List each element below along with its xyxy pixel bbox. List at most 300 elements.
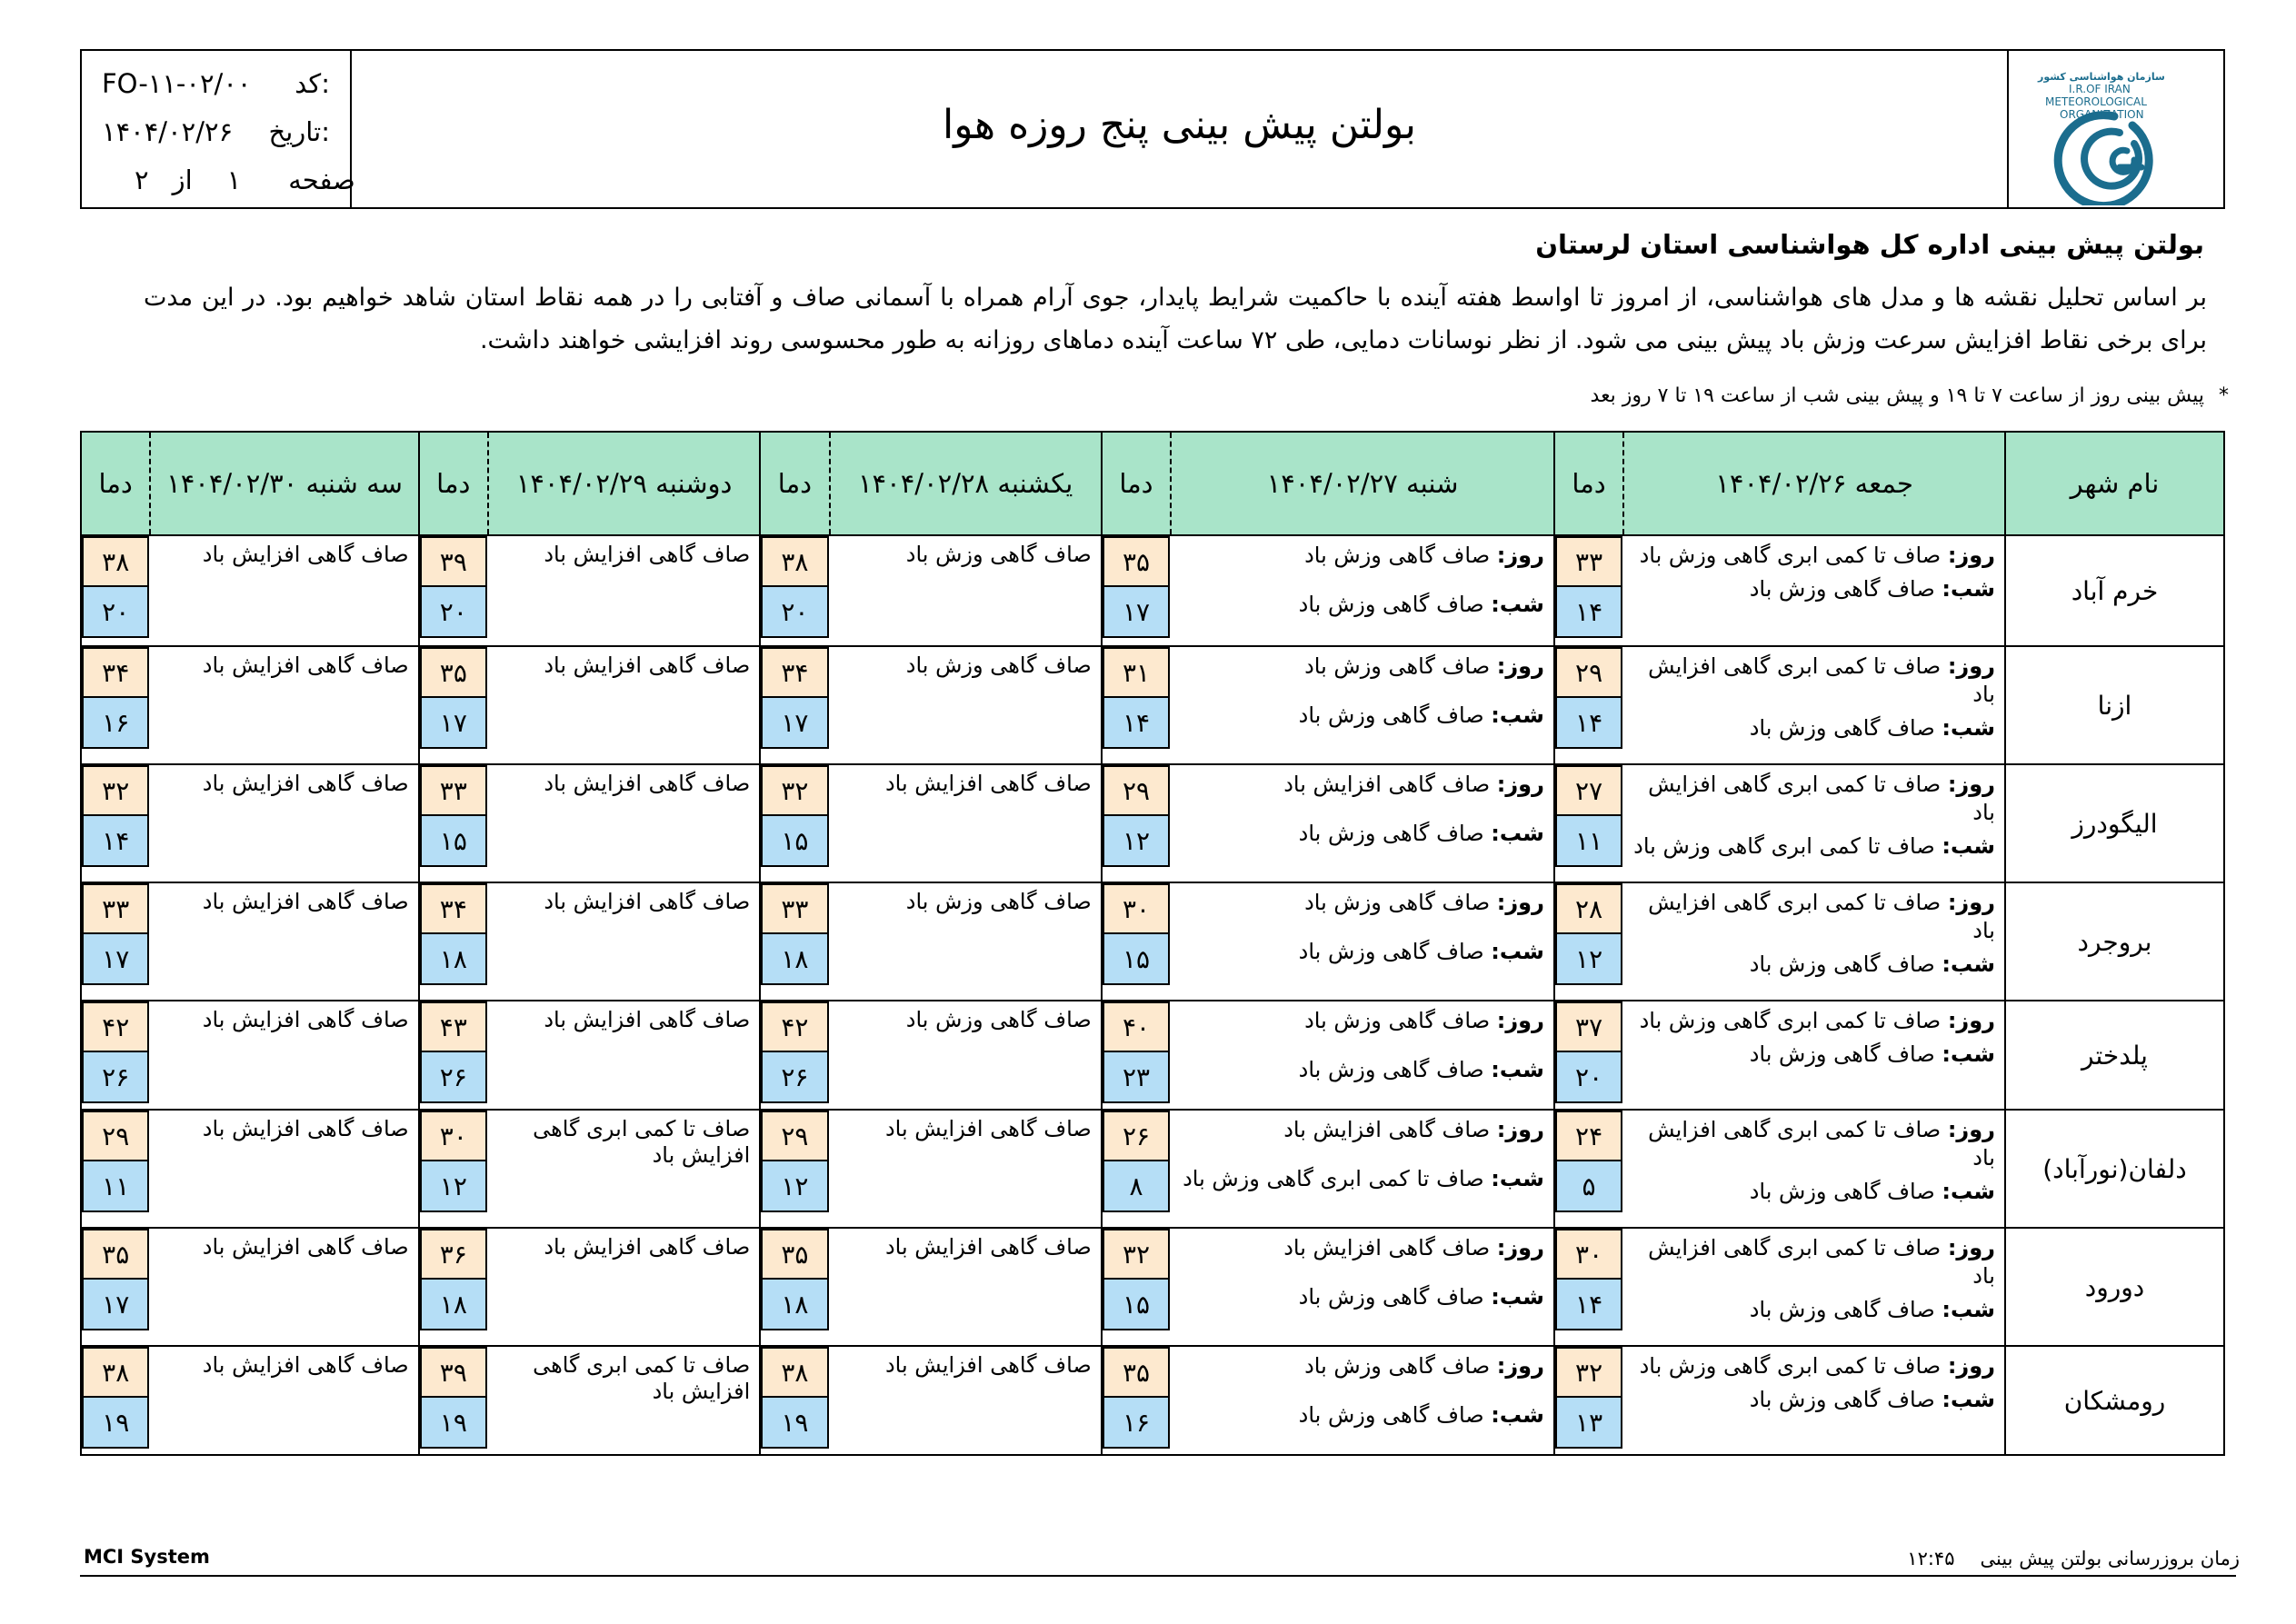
night-label: شب: — [1491, 592, 1544, 617]
min-temperature: ۱۵ — [420, 816, 487, 867]
night-forecast — [1632, 714, 1995, 742]
temperature-cell — [1554, 535, 1623, 646]
document-meta — [82, 51, 355, 207]
temperature-pair — [1555, 536, 1621, 645]
city-name: بروجرد — [2005, 882, 2224, 1001]
temperature-cell — [81, 646, 150, 764]
night-condition: صاف گاهی وزش باد — [1298, 821, 1484, 846]
day-forecast — [1632, 1234, 1995, 1290]
table-row — [81, 882, 2224, 1001]
temp-header: دما — [1102, 432, 1171, 535]
day-label: روز: — [1496, 653, 1544, 679]
temp-header: دما — [81, 432, 150, 535]
day-condition: صاف تا کمی ابری گاهی وزش باد — [1639, 1353, 1942, 1379]
min-temperature: ۱۴ — [1555, 1280, 1622, 1330]
temperature-pair — [82, 647, 147, 763]
day-label: روز: — [1947, 1235, 1995, 1260]
temperature-cell — [81, 1110, 150, 1228]
night-label: شب: — [1491, 1284, 1544, 1310]
max-temperature: ۲۹ — [761, 1111, 828, 1161]
min-temperature: ۱۲ — [1103, 816, 1170, 867]
forecast-condition — [488, 535, 760, 646]
night-label: شب: — [1491, 702, 1544, 728]
city-name: خرم آباد — [2005, 535, 2224, 646]
day-forecast — [1179, 1234, 1544, 1262]
temperature-pair — [761, 1001, 826, 1109]
day-condition: صاف گاهی افزایش باد — [884, 1352, 1092, 1378]
city-name: الیگودرز — [2005, 764, 2224, 882]
min-temperature: ۱۳ — [1555, 1398, 1622, 1449]
min-temperature: ۲۶ — [420, 1052, 487, 1103]
day-forecast — [1179, 653, 1544, 681]
day-night-forecast — [1624, 536, 2004, 603]
temperature-cell — [760, 1228, 829, 1346]
temperature-cell — [1102, 1228, 1171, 1346]
table-row — [81, 535, 2224, 646]
forecast-condition — [488, 1001, 760, 1110]
max-temperature: ۳۰ — [1103, 883, 1170, 934]
max-temperature: ۳۳ — [82, 883, 149, 934]
max-temperature: ۴۲ — [82, 1001, 149, 1052]
temperature-cell — [1102, 1346, 1171, 1455]
day-condition: صاف گاهی افزایش باد — [544, 542, 751, 567]
forecast-condition — [1171, 535, 1554, 646]
day-condition: صاف گاهی افزایش باد — [202, 771, 409, 796]
temperature-cell — [760, 535, 829, 646]
temperature-cell — [81, 764, 150, 882]
temperature-cell — [1102, 535, 1171, 646]
min-temperature: ۲۰ — [82, 587, 149, 638]
forecast-condition — [1171, 882, 1554, 1001]
night-condition: صاف گاهی وزش باد — [1749, 1387, 1935, 1412]
min-temperature: ۱۴ — [1103, 698, 1170, 749]
day-condition: صاف گاهی افزایش باد — [1283, 1235, 1491, 1260]
max-temperature: ۲۷ — [1555, 765, 1622, 816]
temperature-pair — [1103, 1001, 1168, 1109]
max-temperature: ۲۶ — [1103, 1111, 1170, 1161]
night-condition: صاف گاهی وزش باد — [1298, 939, 1484, 964]
temperature-pair — [761, 1347, 826, 1454]
min-temperature: ۱۵ — [1103, 1280, 1170, 1330]
night-label: شب: — [1942, 1297, 1995, 1322]
night-condition: صاف تا کمی ابری گاهی وزش باد — [1183, 1166, 1484, 1191]
night-label: شب: — [1942, 1387, 1995, 1412]
forecast-condition — [1171, 1346, 1554, 1455]
day-condition: صاف تا کمی ابری گاهی افزایش باد — [1648, 890, 1995, 943]
night-condition: صاف گاهی وزش باد — [1749, 1041, 1935, 1067]
min-temperature: ۲۶ — [761, 1052, 828, 1103]
day-condition: صاف گاهی وزش باد — [1304, 890, 1491, 915]
temperature-cell — [419, 882, 488, 1001]
night-forecast — [1632, 1178, 1995, 1206]
temperature-pair — [82, 1111, 147, 1227]
min-temperature: ۱۶ — [1103, 1398, 1170, 1449]
temperature-pair — [82, 1001, 147, 1109]
day-forecast — [1179, 1116, 1544, 1144]
temperature-pair — [1103, 1347, 1168, 1454]
day-night-forecast — [1172, 1001, 1553, 1084]
forecast-condition — [1623, 1228, 2005, 1346]
day-label: روز: — [1947, 772, 1995, 797]
day-condition: صاف گاهی افزایش باد — [544, 1234, 751, 1260]
night-label: شب: — [1942, 833, 1995, 859]
forecast-condition — [488, 1346, 760, 1455]
night-label: شب: — [1491, 1166, 1544, 1191]
max-temperature: ۴۲ — [761, 1001, 828, 1052]
day-condition: صاف تا کمی ابری گاهی افزایش باد — [1648, 772, 1995, 825]
day-forecast — [1179, 1352, 1544, 1380]
temperature-pair — [1103, 1229, 1168, 1345]
day-night-forecast — [1172, 1229, 1553, 1311]
temperature-pair — [82, 765, 147, 882]
day-condition: صاف تا کمی ابری گاهی افزایش باد — [1648, 1235, 1995, 1289]
forecast-condition — [488, 764, 760, 882]
meteorological-organization-logo — [2007, 51, 2223, 207]
night-label: شب: — [1942, 1179, 1995, 1204]
day-condition: صاف گاهی وزش باد — [905, 542, 1092, 567]
min-temperature: ۱۲ — [420, 1161, 487, 1212]
temperature-cell — [760, 882, 829, 1001]
min-temperature: ۱۷ — [761, 698, 828, 749]
max-temperature: ۲۹ — [1103, 765, 1170, 816]
min-temperature: ۱۸ — [761, 934, 828, 985]
temperature-cell — [760, 1001, 829, 1110]
night-label: شب: — [1942, 1041, 1995, 1067]
max-temperature: ۳۵ — [82, 1229, 149, 1280]
min-temperature: ۲۳ — [1103, 1052, 1170, 1103]
city-name: دورود — [2005, 1228, 2224, 1346]
max-temperature: ۳۰ — [1555, 1229, 1622, 1280]
forecast-condition — [150, 1228, 418, 1346]
temperature-cell — [1102, 646, 1171, 764]
day-label: روز: — [1496, 1235, 1544, 1260]
night-condition: صاف گاهی وزش باد — [1749, 1179, 1935, 1204]
table-row — [81, 1110, 2224, 1228]
temperature-cell — [419, 1346, 488, 1455]
temperature-cell — [760, 764, 829, 882]
day-header-2: شنبه ۱۴۰۴/۰۲/۲۷ — [1171, 432, 1554, 535]
forecast-note — [1591, 384, 2229, 407]
min-temperature: ۱۷ — [420, 698, 487, 749]
city-name: رومشکان — [2005, 1346, 2224, 1455]
day-label: روز: — [1496, 890, 1544, 915]
forecast-condition — [830, 882, 1102, 1001]
day-condition: صاف تا کمی ابری گاهی وزش باد — [1639, 1008, 1942, 1033]
forecast-condition — [1623, 646, 2005, 764]
max-temperature: ۳۵ — [1103, 536, 1170, 587]
temperature-pair — [420, 1111, 485, 1227]
update-label: زمان بروزرسانی بولتن پیش بینی — [1980, 1548, 2240, 1569]
page-label: صفحه — [288, 164, 355, 195]
day-condition: صاف گاهی وزش باد — [905, 889, 1092, 914]
night-condition: صاف گاهی وزش باد — [1749, 951, 1935, 977]
forecast-condition — [1171, 764, 1554, 882]
temperature-pair — [761, 765, 826, 882]
day-condition: صاف گاهی وزش باد — [905, 1007, 1092, 1032]
max-temperature: ۳۱ — [1103, 647, 1170, 698]
night-forecast — [1179, 1401, 1544, 1430]
night-forecast — [1179, 1165, 1544, 1193]
min-temperature: ۱۵ — [1103, 934, 1170, 985]
day-condition: صاف گاهی افزایش باد — [202, 542, 409, 567]
temperature-cell — [1102, 882, 1171, 1001]
temperature-cell — [419, 1110, 488, 1228]
day-forecast — [1632, 1352, 1995, 1380]
temperature-pair — [420, 1229, 485, 1345]
temperature-cell — [1102, 1001, 1171, 1110]
day-night-forecast — [1624, 1111, 2004, 1206]
temperature-pair — [1555, 883, 1621, 1000]
day-forecast — [1632, 653, 1995, 709]
max-temperature: ۳۲ — [1103, 1229, 1170, 1280]
temperature-cell — [81, 1001, 150, 1110]
max-temperature: ۳۸ — [761, 536, 828, 587]
max-temperature: ۳۴ — [420, 883, 487, 934]
svg-text:ORGANIZATION: ORGANIZATION — [2060, 108, 2144, 121]
day-condition: صاف گاهی افزایش باد — [202, 1234, 409, 1260]
day-condition: صاف گاهی افزایش باد — [884, 771, 1092, 796]
forecast-condition — [488, 882, 760, 1001]
night-forecast — [1179, 938, 1544, 966]
night-condition: صاف گاهی وزش باد — [1749, 1297, 1935, 1322]
table-row — [81, 1228, 2224, 1346]
temperature-cell — [81, 882, 150, 1001]
day-forecast — [1632, 771, 1995, 827]
day-condition: صاف گاهی افزایش باد — [544, 771, 751, 796]
min-temperature: ۱۴ — [82, 816, 149, 867]
temperature-cell — [81, 1228, 150, 1346]
forecast-condition — [150, 882, 418, 1001]
min-temperature: ۱۱ — [82, 1161, 149, 1212]
note-text: پیش بینی روز از ساعت ۷ تا ۱۹ و پیش بینی شب از ساعت ۱۹ تا ۷ روز بعد — [1590, 384, 2204, 407]
city-name: دلفان(نورآباد) — [2005, 1110, 2224, 1228]
day-label: روز: — [1496, 772, 1544, 797]
max-temperature: ۳۹ — [420, 1347, 487, 1398]
min-temperature: ۱۹ — [420, 1398, 487, 1449]
night-condition: صاف گاهی وزش باد — [1298, 592, 1484, 617]
min-temperature: ۸ — [1103, 1161, 1170, 1212]
min-temperature: ۱۴ — [1555, 587, 1622, 638]
day-night-forecast — [1172, 647, 1553, 730]
night-condition: صاف گاهی وزش باد — [1298, 1284, 1484, 1310]
date-label: تاریخ: — [268, 116, 330, 147]
max-temperature: ۳۵ — [761, 1229, 828, 1280]
max-temperature: ۲۹ — [1555, 647, 1622, 698]
min-temperature: ۱۲ — [761, 1161, 828, 1212]
forecast-condition — [830, 535, 1102, 646]
forecast-condition — [150, 535, 418, 646]
code-value: FO-۱۱-۰۲/۰۰ — [102, 68, 252, 99]
page-number: ۱ — [226, 164, 242, 195]
night-condition: صاف گاهی وزش باد — [1298, 702, 1484, 728]
day-condition: صاف گاهی وزش باد — [1304, 543, 1491, 568]
city-header: نام شهر — [2005, 432, 2224, 535]
footer-system: MCI System — [84, 1546, 210, 1568]
min-temperature: ۱۸ — [761, 1280, 828, 1330]
svg-text:سازمان هواشناسی کشور: سازمان هواشناسی کشور — [2038, 71, 2165, 83]
max-temperature: ۲۸ — [1555, 883, 1622, 934]
day-night-forecast — [1172, 765, 1553, 848]
table-row — [81, 764, 2224, 882]
max-temperature: ۳۹ — [420, 536, 487, 587]
forecast-table — [80, 431, 2225, 1456]
temperature-cell — [1554, 1001, 1623, 1110]
day-label: روز: — [1947, 1008, 1995, 1033]
max-temperature: ۳۷ — [1555, 1001, 1622, 1052]
night-forecast — [1632, 832, 1995, 861]
forecast-condition — [830, 1001, 1102, 1110]
day-condition: صاف گاهی افزایش باد — [544, 1007, 751, 1032]
page-total: ۲ — [135, 164, 149, 195]
day-condition: صاف گاهی افزایش باد — [202, 889, 409, 914]
temperature-pair — [761, 1229, 826, 1345]
max-temperature: ۴۰ — [1103, 1001, 1170, 1052]
forecast-condition — [830, 1346, 1102, 1455]
day-night-forecast — [1624, 1229, 2004, 1324]
forecast-condition — [150, 1001, 418, 1110]
temperature-pair — [420, 1001, 485, 1109]
day-header-5: سه شنبه ۱۴۰۴/۰۲/۳۰ — [150, 432, 418, 535]
temperature-pair — [1103, 1111, 1168, 1227]
day-label: روز: — [1947, 1353, 1995, 1379]
forecast-condition — [150, 764, 418, 882]
min-temperature: ۱۹ — [82, 1398, 149, 1449]
max-temperature: ۳۴ — [82, 647, 149, 698]
night-label: شب: — [1491, 1057, 1544, 1082]
max-temperature: ۳۵ — [420, 647, 487, 698]
min-temperature: ۱۴ — [1555, 698, 1622, 749]
forecast-condition — [1171, 1110, 1554, 1228]
footer-update — [1907, 1548, 2240, 1569]
forecast-condition — [830, 1110, 1102, 1228]
temperature-pair — [761, 536, 826, 645]
forecast-condition — [150, 1346, 418, 1455]
day-forecast — [1179, 889, 1544, 917]
day-night-forecast — [1624, 883, 2004, 979]
temperature-pair — [420, 1347, 485, 1454]
day-night-forecast — [1172, 536, 1553, 619]
day-condition: صاف تا کمی ابری گاهی افزایش باد — [533, 1352, 751, 1404]
temperature-cell — [1554, 1346, 1623, 1455]
forecast-condition — [150, 1110, 418, 1228]
max-temperature: ۳۸ — [82, 1347, 149, 1398]
bulletin-subtitle: بولتن پیش بینی اداره کل هواشناسی استان لرستان — [1535, 229, 2204, 260]
temperature-cell — [1554, 1228, 1623, 1346]
forecast-condition — [1623, 1110, 2005, 1228]
day-condition: صاف گاهی وزش باد — [1304, 653, 1491, 679]
temp-header: دما — [760, 432, 829, 535]
date-value: ۱۴۰۴/۰۲/۲۶ — [102, 116, 234, 147]
max-temperature: ۳۴ — [761, 647, 828, 698]
table-row — [81, 646, 2224, 764]
day-night-forecast — [1624, 765, 2004, 861]
forecast-condition — [1623, 1001, 2005, 1110]
page-of: از — [172, 164, 193, 195]
min-temperature: ۱۲ — [1555, 934, 1622, 985]
night-forecast — [1179, 1056, 1544, 1084]
bulletin-header — [80, 49, 2225, 209]
day-label: روز: — [1496, 1008, 1544, 1033]
day-night-forecast — [1624, 647, 2004, 742]
city-name: ازنا — [2005, 646, 2224, 764]
temperature-cell — [1102, 764, 1171, 882]
day-header-3: یکشنبه ۱۴۰۴/۰۲/۲۸ — [830, 432, 1102, 535]
temperature-pair — [82, 1229, 147, 1345]
temperature-cell — [760, 646, 829, 764]
max-temperature: ۲۴ — [1555, 1111, 1622, 1161]
day-condition: صاف گاهی افزایش باد — [544, 653, 751, 678]
day-condition: صاف تا کمی ابری گاهی افزایش باد — [1648, 653, 1995, 707]
svg-text:I.R.OF IRAN: I.R.OF IRAN — [2069, 83, 2131, 95]
day-condition: صاف گاهی افزایش باد — [884, 1116, 1092, 1141]
temperature-cell — [419, 646, 488, 764]
temperature-pair — [1555, 1229, 1621, 1345]
forecast-condition — [1171, 1001, 1554, 1110]
day-condition: صاف تا کمی ابری گاهی وزش باد — [1639, 543, 1942, 568]
min-temperature: ۲۰ — [1555, 1052, 1622, 1103]
temperature-pair — [1103, 883, 1168, 1000]
footer-divider — [80, 1575, 2236, 1577]
table-row — [81, 1346, 2224, 1455]
code-label: کد: — [294, 68, 330, 99]
max-temperature: ۳۲ — [761, 765, 828, 816]
night-condition: صاف تا کمی ابری گاهی وزش باد — [1633, 833, 1935, 859]
day-condition: صاف گاهی افزایش باد — [544, 889, 751, 914]
temperature-pair — [761, 1111, 826, 1227]
temperature-pair — [1103, 647, 1168, 763]
forecast-condition — [488, 1110, 760, 1228]
night-condition: صاف گاهی وزش باد — [1749, 715, 1935, 741]
temperature-pair — [1103, 536, 1168, 645]
temperature-pair — [82, 883, 147, 1000]
night-condition: صاف گاهی وزش باد — [1298, 1402, 1484, 1428]
day-forecast — [1179, 542, 1544, 570]
day-night-forecast — [1172, 1347, 1553, 1430]
forecast-summary: بر اساس تحلیل نقشه ها و مدل های هواشناسی، از امروز تا اواسط هفته آینده با حاکمیت شرایط پایدار، جوی آرام همراه با آسمانی صاف و آفتابی را در همه نقاط استان شاهد خواهیم بود. در این مدت برای برخی نقاط افزایش سرعت وزش باد پیش بینی می شود. از نظر نوسانات دمایی، طی ۷۲ ساعت آینده دماهای روزانه به طور محسوسی روند افزایشی خواهند داشت. — [144, 284, 2207, 354]
temperature-pair — [420, 536, 485, 645]
min-temperature: ۱۸ — [420, 934, 487, 985]
min-temperature: ۵ — [1555, 1161, 1622, 1212]
night-forecast — [1179, 820, 1544, 848]
min-temperature: ۱۶ — [82, 698, 149, 749]
temperature-cell — [1102, 1110, 1171, 1228]
day-label: روز: — [1947, 653, 1995, 679]
temperature-pair — [1555, 765, 1621, 882]
day-header-4: دوشنبه ۱۴۰۴/۰۲/۲۹ — [488, 432, 760, 535]
night-forecast — [1179, 591, 1544, 619]
table-row — [81, 1001, 2224, 1110]
temperature-cell — [1554, 764, 1623, 882]
day-forecast — [1632, 1007, 1995, 1035]
max-temperature: ۳۸ — [82, 536, 149, 587]
forecast-condition — [1623, 882, 2005, 1001]
temperature-cell — [419, 1001, 488, 1110]
forecast-condition — [488, 1228, 760, 1346]
min-temperature: ۲۰ — [761, 587, 828, 638]
temperature-cell — [760, 1346, 829, 1455]
min-temperature: ۱۸ — [420, 1280, 487, 1330]
temperature-cell — [81, 1346, 150, 1455]
day-condition: صاف گاهی افزایش باد — [884, 1234, 1092, 1260]
day-condition: صاف گاهی افزایش باد — [202, 653, 409, 678]
night-forecast — [1632, 575, 1995, 603]
day-forecast — [1632, 889, 1995, 945]
update-time: ۱۲:۴۵ — [1907, 1548, 1955, 1569]
temperature-pair — [1555, 1111, 1621, 1227]
night-label: شب: — [1942, 715, 1995, 741]
max-temperature: ۳۲ — [82, 765, 149, 816]
forecast-condition — [150, 646, 418, 764]
